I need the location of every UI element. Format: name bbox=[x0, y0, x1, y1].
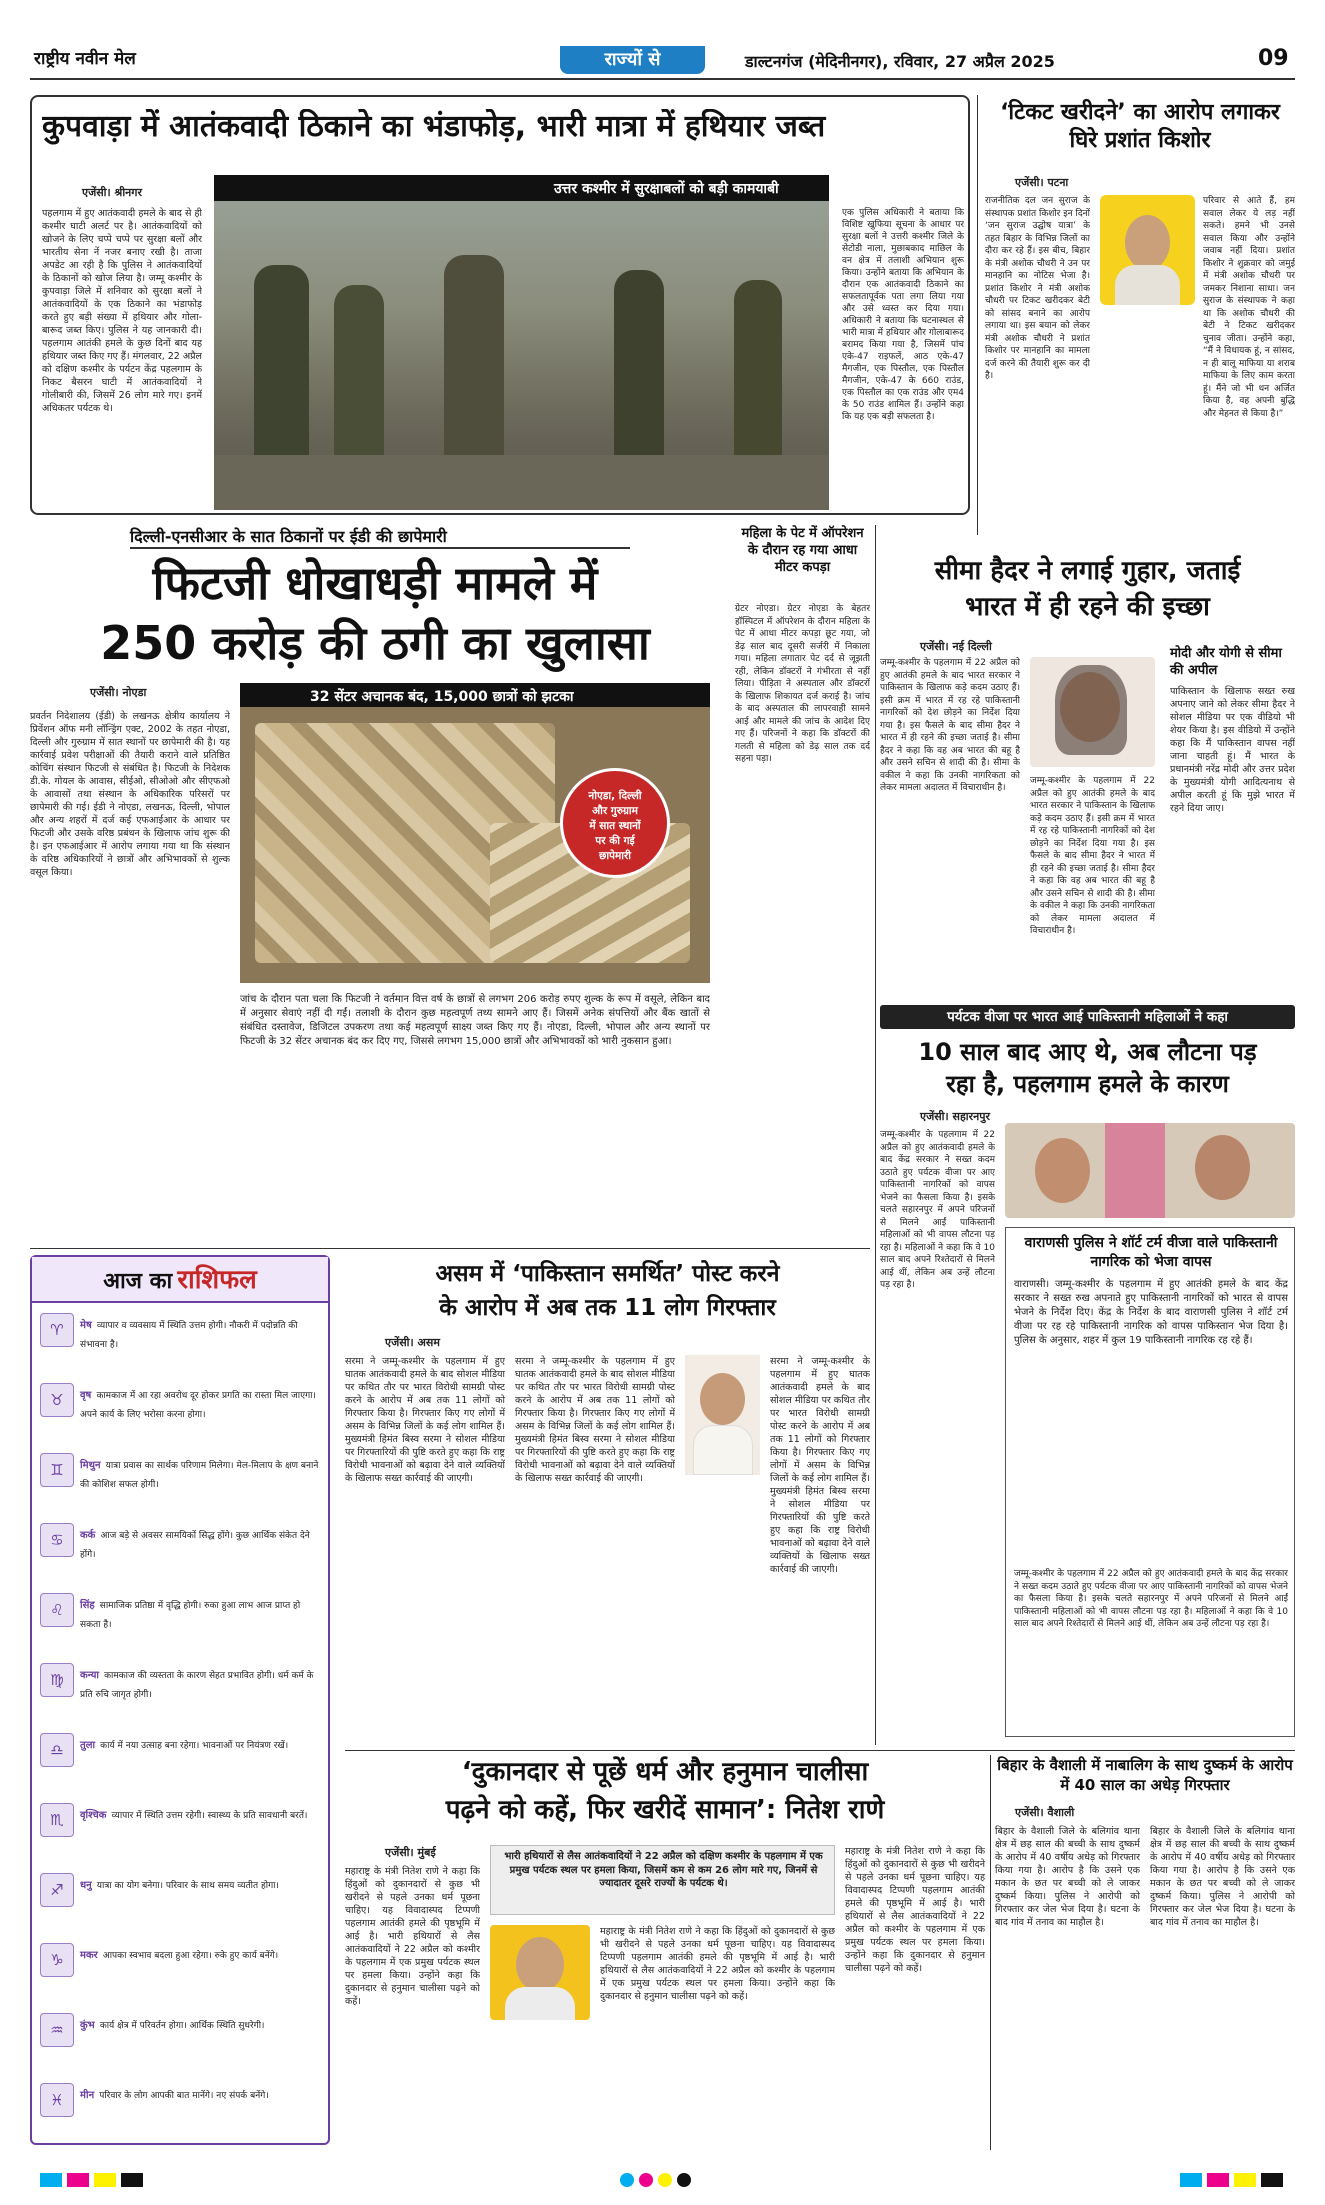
column-divider bbox=[875, 525, 876, 1745]
body-c: सरमा ने जम्मू-कश्मीर के पहलगाम में हुए घातक आतंकवादी हमले के बाद सोशल मीडिया पर कथित तौर पर भारत विरोधी सामग्री पोस्ट करने के आरोप में अब तक 11 लोगों को गिरफ्तार किया है। गिरफ्तार किए गए लोगों में असम के विभिन्न जिलों के कई लोग शामिल हैं। मुख्यमंत्री हिमंत बिस्व सरमा ने सोशल मीडिया पर गिरफ्तारियों की पुष्टि करते हुए कहा कि राष्ट्र विरोधी भावनाओं को बढ़ावा देने वाले व्यक्तियों के खिलाफ सख्त कार्रवाई की जाएगी। bbox=[770, 1356, 870, 1575]
headline: बिहार के वैशाली में नाबालिग के साथ दुष्कर्म के आरोप में 40 साल का अधेड़ गिरफ्तार bbox=[997, 1756, 1293, 1794]
sign-text: कामकाज की व्यस्तता के कारण सेहत प्रभावित होगी। धर्म कर्म के प्रति रुचि जागृत होगी। bbox=[80, 1671, 314, 1700]
byline: एजेंसी। श्रीनगर bbox=[82, 186, 142, 199]
seema-photo bbox=[1030, 657, 1155, 767]
page-number bbox=[1258, 46, 1289, 71]
zodiac-icon: ♎ bbox=[40, 1733, 74, 1767]
zodiac-icon: ♐ bbox=[40, 1873, 74, 1907]
headline-line2: पढ़ने को कहें, फिर खरीदें सामान’: नितेश राणे bbox=[445, 1795, 885, 1825]
headline-line2: के आरोप में अब तक 11 लोग गिरफ्तार bbox=[439, 1295, 776, 1321]
sign-name: मकर bbox=[80, 1950, 98, 1961]
sign-name: कुंभ bbox=[80, 2020, 95, 2031]
badge-line: नोएडा, दिल्ली bbox=[588, 790, 642, 802]
zodiac-icon: ♍ bbox=[40, 1663, 74, 1697]
story-surgery bbox=[735, 525, 870, 1245]
body-a: जम्मू-कश्मीर के पहलगाम में 22 अप्रैल को हुए आतंकी हमले के बाद भारत सरकार ने पाकिस्तान के खिलाफ कड़े कदम उठाए हैं। इसी क्रम में भारत में रह रहे पाकिस्तानी नागरिकों को देश छोड़ने का निर्देश दिया गया है। इस फैसले के बाद सीमा हैदर ने भारत में ही रहने की इच्छा जताई है। सीमा हैदर ने कहा कि वह अब भारत की बहू है और उसने सचिन से शादी की है। सीमा के वकील ने कहा कि उनकी नागरिकता को लेकर मामला अदालत में विचाराधीन है। bbox=[880, 658, 1020, 793]
sign-list bbox=[40, 1313, 322, 2138]
color-bar bbox=[40, 2173, 62, 2187]
sign-name: सिंह bbox=[80, 1600, 95, 1611]
row-divider bbox=[345, 1750, 1295, 1751]
sign-row bbox=[40, 1453, 322, 1517]
headline-line2: रहा है, पहलगाम हमले के कारण bbox=[946, 1070, 1229, 1098]
sign-text: आज बड़े से अवसर सामयिकों सिद्ध होंगे। कुछ आर्थिक संकेत देने होंगे। bbox=[80, 1531, 310, 1560]
sub-body: वाराणसी। जम्मू-कश्मीर के पहलगाम में हुए आतंकी हमले के बाद केंद्र सरकार ने सख्त रुख अपनाते हुए पाकिस्तानी नागरिकों को भारत से वापस भेजने के निर्देश दिए। केंद्र के निर्देश के बाद वाराणसी पुलिस ने शॉर्ट टर्म वीजा पर रह रहे पाकिस्तानी नागरिक को वापस पाकिस्तान भेज दिया है। पुलिस के अनुसार, शहर में कुल 19 पाकिस्तानी नागरिक रह रहे हैं। bbox=[1014, 1279, 1288, 1346]
section-label bbox=[560, 46, 705, 74]
color-dot bbox=[677, 2173, 691, 2187]
column-divider bbox=[990, 1755, 991, 2150]
byline: एजेंसी। नोएडा bbox=[90, 686, 147, 699]
lede: भारी हथियारों से लैस आतंकवादियों ने 22 अप्रैल को दक्षिण कश्मीर के पहलगाम में एक प्रमुख पर्यटक स्थल पर हमला किया, जिसमें कम से कम 26 लोग मारे गए, जिनमें से ज्यादातर दूसरे राज्यों के पर्यटक थे। bbox=[504, 1851, 823, 1889]
sign-text: कार्य में नया उत्साह बना रहेगा। भावनाओं पर नियंत्रण रखें। bbox=[100, 1741, 289, 1751]
sign-name: कन्या bbox=[80, 1670, 100, 1681]
kupwara-photo bbox=[214, 175, 829, 510]
sign-row bbox=[40, 1663, 322, 1727]
body-right: एक पुलिस अधिकारी ने बताया कि विशिष्ट खुफिया सूचना के आधार पर सुरक्षा बलों ने उत्तरी कश्मीर जिले के सेटोडी नाला, मुछाबकाद माछिल के वन क्षेत्र में तलाशी अभियान शुरू किया। उन्होंने बताया कि अभियान के दौरान एक आतंकवादी ठिकाने का सफलतापूर्वक पता लगा लिया गया और उसे ध्वस्त कर दिया गया। अधिकारी ने बताया कि घटनास्थल से भारी मात्रा में हथियार और गोलाबारूद बरामद किया गया है, जिसमें पांच एके-47 राइफलें, आठ एके-47 मैगजीन, एक पिस्तौल, एक पिस्तौल मैगजीन, एके-47 के 660 राउंड, एक पिस्तौल का एक राउंड और एम4 के 50 राउंड शामिल हैं। उन्होंने कहा कि यह एक बड़ी सफलता है। bbox=[842, 208, 964, 422]
zodiac-icon: ♊ bbox=[40, 1453, 74, 1487]
headline-line2: 250 करोड़ की ठगी का खुलासा bbox=[100, 616, 650, 670]
color-dot bbox=[658, 2173, 672, 2187]
paper-name: राष्ट्रीय नवीन मेल bbox=[34, 49, 136, 69]
sign-row bbox=[40, 1943, 322, 2007]
sign-text: परिवार के लोग आपकी बात मानेंगे। नए संपर्क बनेंगे। bbox=[99, 2091, 269, 2101]
sign-name: वृष bbox=[80, 1390, 92, 1401]
scarf bbox=[1105, 1123, 1165, 1218]
title-a: आज का bbox=[103, 1269, 173, 1294]
sign-text: सामाजिक प्रतिष्ठा में वृद्धि होगी। रुका हुआ लाभ आज प्राप्त हो सकता है। bbox=[80, 1601, 301, 1630]
badge-line: छापेमारी bbox=[598, 850, 632, 862]
headline-line1: फिटजी धोखाधड़ी मामले में bbox=[152, 556, 598, 610]
zodiac-icon: ♌ bbox=[40, 1593, 74, 1627]
sign-text: कार्य क्षेत्र में परिवर्तन होगा। आर्थिक स्थिति सुधरेगी। bbox=[99, 2021, 265, 2031]
dateline bbox=[745, 50, 1055, 72]
color-bar bbox=[94, 2173, 116, 2187]
sign-text: कामकाज में आ रहा अवरोध दूर होकर प्रगति का रास्ता मिल जाएगा। अपने कार्य के लिए भरोसा करना होगा। bbox=[80, 1391, 316, 1420]
sign-row bbox=[40, 2083, 322, 2138]
zodiac-icon: ♉ bbox=[40, 1383, 74, 1417]
body-left: पहलगाम में हुए आतंकवादी हमले के बाद से ही कश्मीर घाटी अलर्ट पर है। आतंकवादियों को खोजने के लिए चप्पे चप्पे पर सुरक्षा बलों और भारतीय सेना नें नजर बनाए रखी है। ताजा अपडेट आ रही है कि पुलिस ने आतंकवादियों के ठिकानों को खोज लिया है। जम्मू कश्मीर के कुपवाड़ा जिले में शनिवार को सुरक्षा बलों ने आतंकवादियों के एक ठिकाने का भंडाफोड़ करते हुए बड़ी संख्या में हथियार और गोला-बारूद जब्त किए। पुलिस ने यह जानकारी दी। पहलगाम आतंकी हमले के कुछ दिनों बाद यह हथियार जब्त किए गए हैं। मंगलवार, 22 अप्रैल को दक्षिण कश्मीर के पर्यटन केंद्र पहलगाम के निकट बैसरन घाटी में आतंकवादियों ने गोलीबारी की, जिसमें 26 लोग मारे गए। इनमें अधिकतर पर्यटक थे। bbox=[42, 208, 202, 414]
sign-text: यात्रा प्रवास का सार्थक परिणाम मिलेगा। मेल-मिलाप के क्षण बनाने की कोशिश सफल होगी। bbox=[80, 1461, 319, 1490]
zodiac-icon: ♓ bbox=[40, 2083, 74, 2117]
story-seema bbox=[880, 555, 1295, 995]
headline-line1: सीमा हैदर ने लगाई गुहार, जताई bbox=[934, 556, 1241, 586]
body-c: महाराष्ट्र के मंत्री नितेश राणे ने कहा कि हिंदुओं को दुकानदारों से कुछ भी खरीदने से पहले उनका धर्म पूछना चाहिए। यह विवादास्पद टिप्पणी पहलगाम आतंकी हमले की पृष्ठभूमि में आई है। भारी हथियारों से लैस आतंकवादियों ने 22 अप्रैल को कश्मीर के पहलगाम में एक प्रमुख पर्यटक स्थल पर हमला किया। उन्होंने कहा कि दुकानदार से हनुमान चालीसा पढ़ने को कहें। bbox=[845, 1846, 985, 1974]
registration-marks-left bbox=[40, 2172, 143, 2191]
person-face bbox=[1035, 1138, 1090, 1203]
body-b: जम्मू-कश्मीर के पहलगाम में 22 अप्रैल को हुए आतंकी हमले के बाद भारत सरकार ने पाकिस्तान के खिलाफ कड़े कदम उठाए हैं। इसी क्रम में भारत में रह रहे पाकिस्तानी नागरिकों को देश छोड़ने का निर्देश दिया गया है। इस फैसले के बाद सीमा हैदर ने भारत में ही रहने की इच्छा जताई है। सीमा हैदर ने कहा कि वह अब भारत की बहू है और उसने सचिन से शादी की है। सीमा के वकील ने कहा कि उनकी नागरिकता को लेकर मामला अदालत में विचाराधीन है। bbox=[1030, 776, 1155, 936]
story-vaishali bbox=[995, 1755, 1295, 2150]
byline: एजेंसी। नई दिल्ली bbox=[920, 640, 992, 653]
sign-text: आपका स्वभाव बदला हुआ रहेगा। रुके हुए कार्य बनेंगे। bbox=[102, 1951, 279, 1961]
row-divider bbox=[30, 1248, 870, 1249]
body-b: महाराष्ट्र के मंत्री नितेश राणे ने कहा कि हिंदुओं को दुकानदारों से कुछ भी खरीदने से पहले उनका धर्म पूछना चाहिए। यह विवादास्पद टिप्पणी पहलगाम आतंकी हमले की पृष्ठभूमि में आई है। भारी हथियारों से लैस आतंकवादियों ने 22 अप्रैल को कश्मीर के पहलगाम में एक प्रमुख पर्यटक स्थल पर हमला किया। उन्होंने कहा कि दुकानदार से हनुमान चालीसा पढ़ने को कहें। bbox=[600, 1926, 835, 2002]
kicker-text: पर्यटक वीजा पर भारत आई पाकिस्तानी महिलाओं ने कहा bbox=[947, 1009, 1228, 1025]
color-bar bbox=[121, 2173, 143, 2187]
person-hair bbox=[1055, 665, 1127, 755]
paper-logo bbox=[34, 46, 136, 69]
byline: एजेंसी। मुंबई bbox=[385, 1846, 436, 1859]
photo-caption: 32 सेंटर अचानक बंद, 15,000 छात्रों को झटका bbox=[310, 689, 574, 705]
sign-text: व्यापार में स्थिति उत्तम रहेगी। स्वास्थ्य के प्रति सावधानी बरतें। bbox=[111, 1811, 308, 1821]
badge-line: और गुरुग्राम bbox=[592, 805, 638, 817]
zodiac-icon: ♑ bbox=[40, 1943, 74, 1977]
photo-badge bbox=[560, 768, 670, 878]
byline: एजेंसी। पटना bbox=[1015, 176, 1069, 189]
headline: महिला के पेट में ऑपरेशन के दौरान रह गया आधा मीटर कपड़ा bbox=[741, 526, 864, 575]
sign-row bbox=[40, 1733, 322, 1797]
kicker-text: दिल्ली-एनसीआर के सात ठिकानों पर ईडी की छापेमारी bbox=[130, 527, 447, 546]
byline: एजेंसी। सहारनपुर bbox=[920, 1110, 991, 1123]
rashifal-title bbox=[32, 1257, 328, 1303]
byline: एजेंसी। वैशाली bbox=[1015, 1806, 1075, 1819]
person-body bbox=[693, 1425, 753, 1475]
sign-name: धनु bbox=[80, 1880, 92, 1891]
sign-text: यात्रा का योग बनेगा। परिवार के साथ समय व्यतीत होगा। bbox=[96, 1881, 279, 1891]
headline-line1: ‘दुकानदार से पूछें धर्म और हनुमान चालीसा bbox=[461, 1757, 869, 1787]
soldier-figure bbox=[254, 265, 309, 485]
sign-name: मिथुन bbox=[80, 1460, 101, 1471]
story-visa bbox=[880, 1005, 1295, 1745]
sub-story-box bbox=[1005, 1227, 1295, 1737]
story-kupwara bbox=[30, 95, 970, 515]
headline-line2: भारत में ही रहने की इच्छा bbox=[965, 592, 1210, 622]
sign-row bbox=[40, 2013, 322, 2077]
sub-headline: वाराणसी पुलिस ने शॉर्ट टर्म वीजा वाले पाकिस्तानी नागरिक को भेजा वापस bbox=[1024, 1235, 1278, 1270]
kicker-bar bbox=[880, 1005, 1295, 1029]
registration-marks-right bbox=[1180, 2172, 1283, 2191]
color-bar bbox=[1207, 2173, 1229, 2187]
sign-name: तुला bbox=[80, 1740, 96, 1751]
color-bar bbox=[1261, 2173, 1283, 2187]
body-b: बिहार के वैशाली जिले के बलिगांव थाना क्षेत्र में छह साल की बच्ची के साथ दुष्कर्म के आरोप में 40 वर्षीय अधेड़ को गिरफ्तार किया गया है। आरोप है कि उसने एक मकान के छत पर बच्ची को ले जाकर दुष्कर्म किया। पुलिस ने आरोपी को गिरफ्तार कर जेल भेज दिया है। घटना के बाद गांव में तनाव का माहौल है। bbox=[1150, 1826, 1295, 1928]
rane-photo bbox=[490, 1925, 590, 2020]
body-a: बिहार के वैशाली जिले के बलिगांव थाना क्षेत्र में छह साल की बच्ची के साथ दुष्कर्म के आरोप में 40 वर्षीय अधेड़ को गिरफ्तार किया गया है। आरोप है कि उसने एक मकान के छत पर बच्ची को ले जाकर दुष्कर्म किया। पुलिस ने आरोपी को गिरफ्तार कर जेल भेज दिया है। घटना के बाद गांव में तनाव का माहौल है। bbox=[995, 1826, 1140, 1928]
person-face bbox=[516, 1937, 564, 1992]
rashifal-box bbox=[30, 1255, 330, 2145]
person-body bbox=[1115, 265, 1180, 305]
color-bar bbox=[67, 2173, 89, 2187]
headline: ‘टिकट खरीदने’ का आरोप लगाकर घिरे प्रशांत किशोर bbox=[1000, 100, 1280, 153]
masthead-rule bbox=[30, 78, 1295, 80]
zodiac-icon: ♒ bbox=[40, 2013, 74, 2047]
column-divider bbox=[977, 95, 978, 535]
photo-caption: उत्तर कश्मीर में सुरक्षाबलों को बड़ी कामयाबी bbox=[554, 181, 779, 197]
body-bottom: जांच के दौरान पता चला कि फिटजी ने वर्तमान वित्त वर्ष के छात्रों से लगभग 206 करोड़ रुपए शुल्क के रूप में वसूले, लेकिन बाद में अनुसार सेवाएं नहीं दी गईं। तलाशी के दौरान कुछ महत्वपूर्ण तथ्य सामने आए हैं। जिसमें अनेक संपत्तियों और बैंक खातों से संबंधित दस्तावेज, डिजिटल उपकरण तथा कई महत्वपूर्ण साक्ष्य जब्त किए गए हैं। नोएडा, दिल्ली, भोपाल और अन्य स्थानों पर फिटजी के 32 सेंटर अचानक बंद कर दिए गए, जिससे लगभग 15,000 छात्रों और अभिभावकों को भारी नुकसान हुआ। bbox=[240, 994, 710, 1047]
kicker bbox=[130, 525, 630, 549]
body-left: प्रवर्तन निदेशालय (ईडी) के लखनऊ क्षेत्रीय कार्यालय ने प्रिवेंशन ऑफ मनी लॉन्ड्रिंग एक्ट, 2002 के तहत नोएडा, दिल्ली और गुरुग्राम में सात स्थानों पर छापेमारी की है। यह कार्रवाई प्रवेश परीक्षाओं की तैयारी कराने वाले प्रतिष्ठित कोचिंग संस्थान फिटजी से संबंधित है। फिटजी के निदेशक डी.के. गोयल के आवास, सीईओ, सीओओ और सीएफओ के आवासों तथा संस्थान के अधिकारिक परिसरों पर छापेमारी की गई। ईडी ने नोएडा, लखनऊ, दिल्ली, भोपाल और अन्य शहरों में दर्ज कई एफआईआर के आधार पर फिटजी और उसके वरिष्ठ प्रबंधन के खिलाफ जांच शुरू की है। इन एफआईआर में आरोप लगाया गया था कि संस्थान के वरिष्ठ अधिकारियों ने छात्रों और अभिभावकों से शुल्क वसूल किया। bbox=[30, 711, 230, 878]
badge-line: में सात स्थानों bbox=[589, 820, 641, 832]
body: जम्मू-कश्मीर के पहलगाम में 22 अप्रैल को हुए आतंकवादी हमले के बाद केंद्र सरकार ने सख्त कदम उठाते हुए पर्यटक वीजा पर आए पाकिस्तानी नागरिकों को वापस भेजने का फैसला किया है। इसके चलते सहारनपुर में अपने परिजनों से मिलने आईं पाकिस्तानी महिलाओं को भी वापस लौटना पड़ रहा है। महिलाओं ने कहा कि वे 10 साल बाद अपने रिश्तेदारों से मिलने आई थीं, लेकिन अब उन्हें लौटना पड़ रहा है। bbox=[880, 1130, 995, 1290]
zodiac-icon: ♋ bbox=[40, 1523, 74, 1557]
sign-name: मेष bbox=[80, 1320, 92, 1331]
sign-row bbox=[40, 1313, 322, 1377]
body: ग्रेटर नोएडा। ग्रेटर नोएडा के बेहतर हॉस्पिटल में ऑपरेशन के दौरान महिला के पेट में आधा मीटर कपड़ा छूट गया, जो डेढ़ साल बाद दूसरी सर्जरी में निकाला गया। महिला लगातार पेट दर्द से जूझती रही, लेकिन डॉक्टरों ने गंभीरता से नहीं लिया। पीड़िता ने अस्पताल और डॉक्टरों के खिलाफ शिकायत दर्ज कराई है। जांच के बाद अस्पताल की लापरवाही सामने आई और मामले की जांच के आदेश दिए गए हैं। परिजनों ने कहा कि डॉक्टरों की गलती से महिला को डेढ़ साल तक दर्द सहना पड़ा। bbox=[735, 604, 870, 764]
sub-body-cont: जम्मू-कश्मीर के पहलगाम में 22 अप्रैल को हुए आतंकवादी हमले के बाद केंद्र सरकार ने सख्त कदम उठाते हुए पर्यटक वीजा पर आए पाकिस्तानी नागरिकों को वापस भेजने का फैसला किया है। इसके चलते सहारनपुर में अपने परिजनों से मिलने आईं पाकिस्तानी महिलाओं को भी वापस लौटना पड़ रहा है। महिलाओं ने कहा कि वे 10 साल बाद अपने रिश्तेदारों से मिलने आई थीं, लेकिन अब उन्हें लौटना पड़ रहा है। bbox=[1014, 1569, 1288, 1629]
headline-line1: 10 साल बाद आए थे, अब लौटना पड़ bbox=[918, 1038, 1257, 1066]
lede-box bbox=[490, 1845, 835, 1915]
person-face bbox=[1195, 1135, 1250, 1200]
section-text: राज्यों से bbox=[604, 49, 661, 70]
masthead bbox=[0, 0, 1325, 80]
body-a: महाराष्ट्र के मंत्री नितेश राणे ने कहा कि हिंदुओं को दुकानदारों से कुछ भी खरीदने से पहले उनका धर्म पूछना चाहिए। यह विवादास्पद टिप्पणी पहलगाम आतंकी हमले की पृष्ठभूमि में आई है। भारी हथियारों से लैस आतंकवादियों ने 22 अप्रैल को कश्मीर के पहलगाम में एक प्रमुख पर्यटक स्थल पर हमला किया। उन्होंने कहा कि दुकानदार से हनुमान चालीसा पढ़ने को कहें। bbox=[345, 1866, 480, 2007]
color-dot bbox=[620, 2173, 634, 2187]
story-prashant bbox=[985, 95, 1295, 535]
zodiac-icon: ♈ bbox=[40, 1313, 74, 1347]
story-fiitjee bbox=[30, 525, 720, 1245]
body-a: राजनीतिक दल जन सुराज के संस्थापक प्रशांत किशोर इन दिनों ‘जन सुराज उद्घोष यात्रा’ के तहत बिहार के विभिन्न जिलों का दौरा कर रहे हैं। इस बीच, बिहार के मंत्री अशोक चौधरी ने उन पर मानहानि का नोटिस भेजा है। प्रशांत किशोर ने मंत्री अशोक चौधरी पर टिकट खरीदकर बेटी को सांसद बनाने का आरोप लगाया था। इस बयान को लेकर मंत्री अशोक चौधरी ने प्रशांत किशोर पर मानहानि का मामला दर्ज करने की तैयारी शुरू कर दी है। bbox=[985, 196, 1090, 381]
side-body: पाकिस्तान के खिलाफ सख्त रुख अपनाए जाने को लेकर सीमा हैदर ने सोशल मीडिया पर एक वीडियो भी शेयर किया है। इस वीडियो में उन्होंने कहा कि मैं पाकिस्तान वापस नहीं जाना चाहती हूं। मैं भारत के प्रधानमंत्री नरेंद्र मोदी और उत्तर प्रदेश के मुख्यमंत्री योगी आदित्यनाथ से अपील करती हूं कि मुझे भारत में रहने दिया जाए। bbox=[1170, 686, 1295, 814]
byline: एजेंसी। असम bbox=[385, 1336, 440, 1349]
zodiac-icon: ♏ bbox=[40, 1803, 74, 1837]
sign-row bbox=[40, 1383, 322, 1447]
page-number-text: 09 bbox=[1258, 46, 1289, 71]
person-face bbox=[700, 1373, 745, 1425]
registration-marks-center bbox=[620, 2172, 691, 2191]
sign-text: व्यापार व व्यवसाय में स्थिति उत्तम होगी। नौकरी में पदोन्नति की संभावना है। bbox=[80, 1321, 298, 1350]
headline-line1: असम में ‘पाकिस्तान समर्थित’ पोस्ट करने bbox=[435, 1261, 780, 1287]
sign-name: कर्क bbox=[80, 1530, 96, 1541]
headline: कुपवाड़ा में आतंकवादी ठिकाने का भंडाफोड़, भारी मात्रा में हथियार जब्त bbox=[42, 109, 826, 144]
color-bar bbox=[1180, 2173, 1202, 2187]
sign-row bbox=[40, 1593, 322, 1657]
cash-photo bbox=[240, 683, 710, 983]
road bbox=[214, 455, 829, 510]
body-b: परिवार से आते हैं, हम सवाल लेकर ये लड़ नहीं सकते। हमने भी उनसे सवाल किया और उन्होंने जवाब नहीं दिया। प्रशांत किशोर ने शुक्रवार को जमुई में मंत्री अशोक चौधरी पर जमकर निशाना साधा। जन सुराज के संस्थापक ने कहा था कि अशोक चौधरी की बेटी ने टिकट खरीदकर चुनाव जीता। उन्होंने कहा, “मैं ने विधायक हूं, न सांसद, न ही बालू माफिया या शराब माफिया के लिए काम करता हूं। मैंने जो भी धन अर्जित किया है, वह अपनी बुद्धि और मेहनत से किया है।” bbox=[1203, 196, 1295, 419]
person-body bbox=[505, 1987, 575, 2020]
color-dot bbox=[639, 2173, 653, 2187]
dateline-text: डाल्टनगंज (मेदिनीनगर), रविवार, 27 अप्रैल 2025 bbox=[745, 52, 1055, 71]
prashant-photo bbox=[1100, 195, 1195, 305]
body-a: सरमा ने जम्मू-कश्मीर के पहलगाम में हुए घातक आतंकवादी हमले के बाद सोशल मीडिया पर कथित तौर पर भारत विरोधी सामग्री पोस्ट करने के आरोप में अब तक 11 लोगों को गिरफ्तार किया है। गिरफ्तार किए गए लोगों में असम के विभिन्न जिलों के कई लोग शामिल हैं। मुख्यमंत्री हिमंत बिस्व सरमा ने सोशल मीडिया पर गिरफ्तारियों की पुष्टि करते हुए कहा कि राष्ट्र विरोधी भावनाओं को बढ़ावा देने वाले व्यक्तियों के खिलाफ सख्त कार्रवाई की जाएगी। bbox=[345, 1356, 505, 1484]
body-b: सरमा ने जम्मू-कश्मीर के पहलगाम में हुए घातक आतंकवादी हमले के बाद सोशल मीडिया पर कथित तौर पर भारत विरोधी सामग्री पोस्ट करने के आरोप में अब तक 11 लोगों को गिरफ्तार किया है। गिरफ्तार किए गए लोगों में असम के विभिन्न जिलों के कई लोग शामिल हैं। मुख्यमंत्री हिमंत बिस्व सरमा ने सोशल मीडिया पर गिरफ्तारियों की पुष्टि करते हुए कहा कि राष्ट्र विरोधी भावनाओं को बढ़ावा देने वाले व्यक्तियों के खिलाफ सख्त कार्रवाई की जाएगी। bbox=[515, 1356, 675, 1484]
sign-row bbox=[40, 1873, 322, 1937]
side-title: मोदी और योगी से सीमा की अपील bbox=[1170, 646, 1282, 678]
story-assam bbox=[345, 1255, 870, 1745]
sign-row bbox=[40, 1523, 322, 1587]
title-b: राशिफल bbox=[177, 1265, 257, 1295]
story-rane bbox=[345, 1755, 985, 2150]
color-bar bbox=[1234, 2173, 1256, 2187]
sign-name: वृश्चिक bbox=[80, 1810, 107, 1821]
person-face bbox=[1125, 215, 1170, 270]
badge-line: पर की गई bbox=[595, 835, 635, 847]
sign-row bbox=[40, 1803, 322, 1867]
women-photo bbox=[1005, 1123, 1295, 1218]
sarma-photo bbox=[685, 1355, 760, 1475]
sign-name: मीन bbox=[80, 2090, 95, 2101]
